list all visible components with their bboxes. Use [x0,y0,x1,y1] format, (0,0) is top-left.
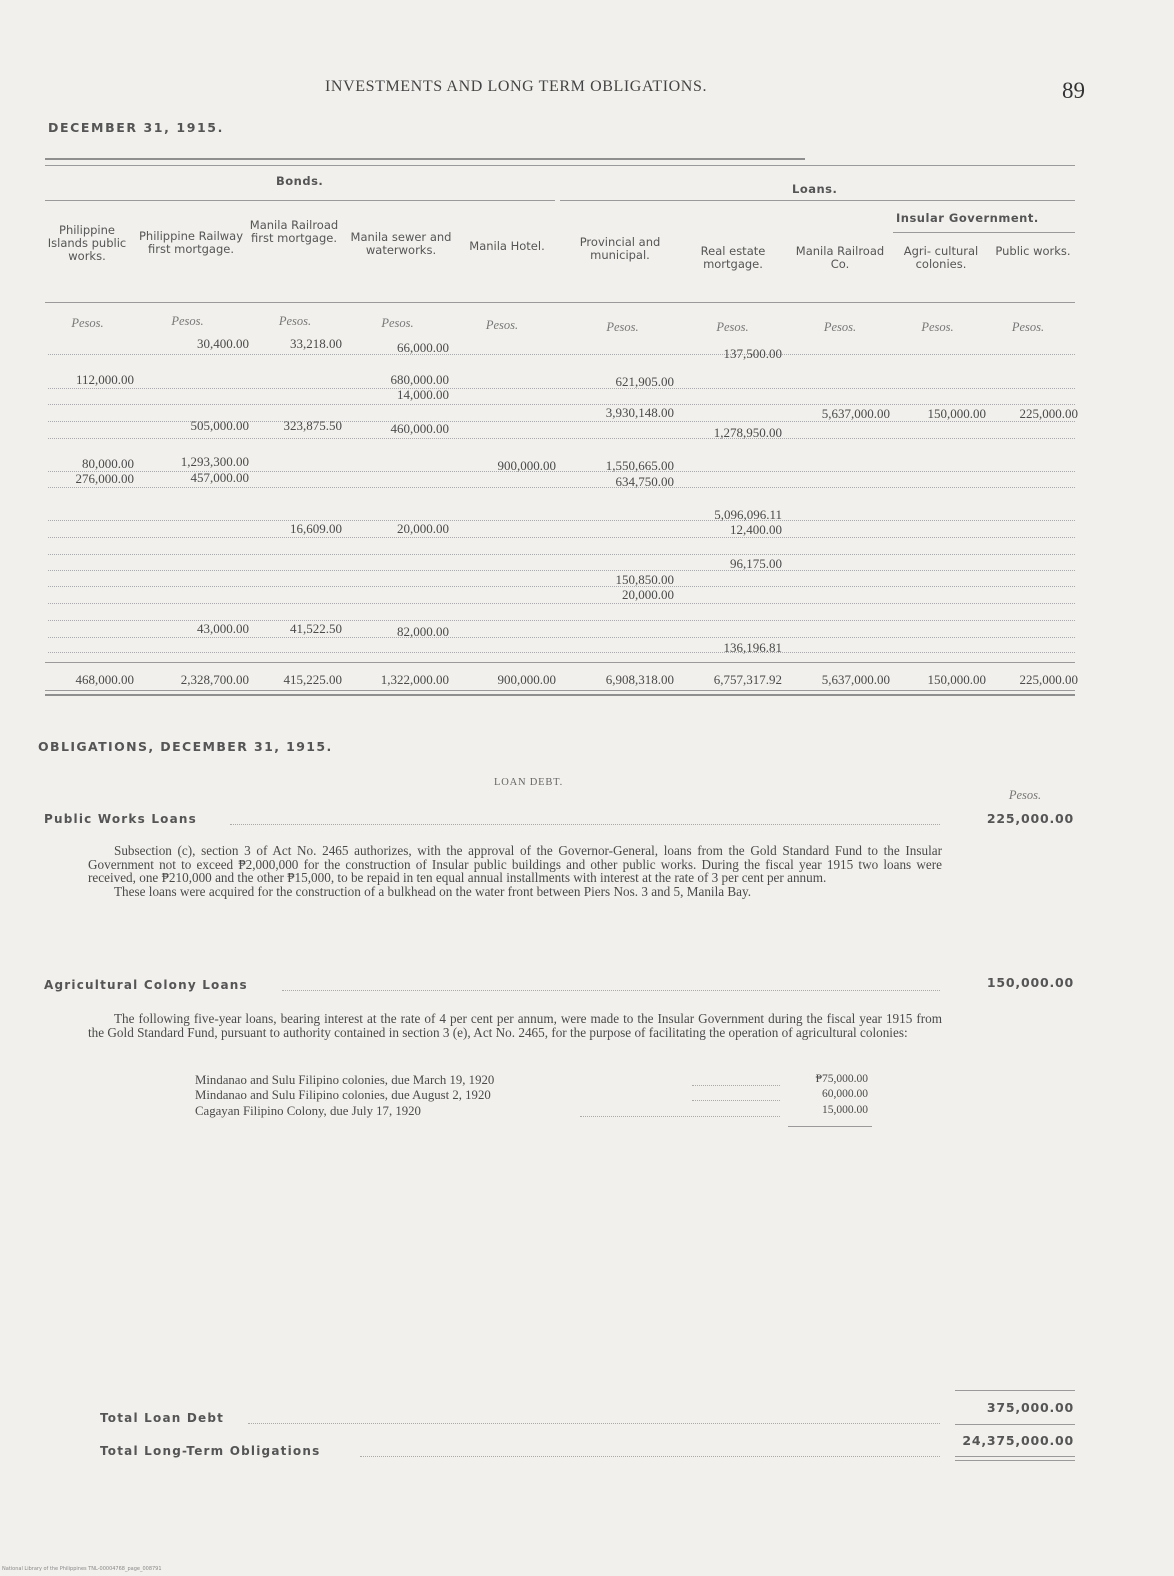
table-cell: 460,000.00 [390,421,449,436]
leader-row-6b [48,586,1075,587]
table-cell: 680,000.00 [390,372,449,387]
list-leader [692,1100,780,1101]
leader-row-7b [48,637,1075,638]
table-top-rule [45,158,805,160]
table-cell: 150,000.00 [927,406,986,421]
total-cell: 150,000.00 [927,672,986,687]
table-cell: 1,550,665.00 [605,458,674,473]
col-real-estate: Real estate mortgage. [700,244,766,271]
header-bottom-rule [45,302,1075,303]
unit-col-3: Pesos. [278,314,312,328]
public-works-para-2: These loans were acquired for the construction of a bulkhead on the water front between Piers Nos. 3 and 5, Manila Bay. [114,883,752,899]
table-cell: 150,850.00 [615,572,674,587]
total-cell: 6,908,318.00 [605,672,674,687]
list-item: Cagayan Filipino Colony, due July 17, 1920 [195,1104,421,1118]
list-sum-rule [788,1126,872,1127]
leader-row-5a [48,520,1075,521]
table-cell: 505,000.00 [190,418,249,433]
unit-col-6: Pesos. [606,320,639,334]
total-loan-debt-label: Total Loan Debt [100,1411,225,1425]
unit-col-9: Pesos. [921,320,954,334]
agricultural-colony-loans-label: Agricultural Colony Loans [44,978,248,992]
table-cell: 457,000.00 [190,470,249,485]
public-works-para-1: Subsection (c), section 3 of Act No. 2465 authorizes, with the approval of the Governor-General, loans from the Gold Standard Fund to the Insular Government not to exceed ₱2,000,000 for the construction of Insular public buildings and other public works. During the fiscal year 1915 two loans were received, one ₱210,000 and the other ₱15,000, to be repaid in ten equal annual installments with interest at the rate of 3 per cent per annum. [88,843,942,886]
table-cell: 82,000.00 [397,624,449,639]
col-manila-railroad-first: Manila Railroad first mortgage. [249,218,339,245]
running-head: INVESTMENTS AND LONG TERM OBLIGATIONS. [325,78,708,95]
total-long-term-leader [360,1456,940,1457]
table-cell: 276,000.00 [75,471,134,486]
leader-row-6c [48,603,1075,604]
unit-col-7: Pesos. [716,320,749,334]
total-bottom-rule-1 [955,1456,1075,1457]
total-cell: 415,225.00 [283,672,342,687]
list-item: Mindanao and Sulu Filipino colonies, due August 2, 1920 [195,1088,491,1102]
table-cell: 137,500.00 [723,346,782,361]
list-item-amount: ₱75,000.00 [815,1073,868,1085]
archive-footer: National Library of the Philippines TNL-00004768_page_008791 [2,1566,162,1572]
total-long-term-label: Total Long-Term Obligations [100,1444,321,1458]
unit-col-4: Pesos. [381,316,414,330]
insular-group-rule [893,232,1075,233]
table-cell: 20,000.00 [397,521,449,536]
total-top-rule [955,1390,1075,1391]
unit-col-5: Pesos. [485,318,519,332]
table-cell: 225,000.00 [1019,406,1078,421]
table-cell: 634,750.00 [615,474,674,489]
col-provincial-municipal: Provincial and municipal. [579,235,661,262]
table-cell: 41,522.50 [290,621,342,636]
public-works-loans-label: Public Works Loans [44,812,197,826]
table-cell: 33,218.00 [290,336,342,351]
total-loan-debt-amount: 375,000.00 [986,1400,1074,1415]
total-cell: 900,000.00 [497,672,556,687]
col-philippine-islands-public-works: Philippine Islands public works. [47,223,127,263]
leader-row-7c [48,652,1075,653]
unit-col-8: Pesos. [823,320,857,334]
agricultural-leader [282,990,940,991]
list-leader [580,1116,780,1117]
obligations-heading: OBLIGATIONS, DECEMBER 31, 1915. [38,739,333,754]
leader-row-6a [48,570,1075,571]
group-loans: Loans. [792,182,838,196]
col-manila-railroad-co: Manila Railroad Co. [795,244,885,271]
total-cell: 1,322,000.00 [380,672,449,687]
group-insular: Insular Government. [896,211,1039,225]
table-cell: 66,000.00 [397,340,449,355]
table-cell: 80,000.00 [82,456,134,471]
table-cell: 900,000.00 [497,458,556,473]
table-cell: 323,875.50 [283,418,342,433]
public-works-paragraph [88,844,942,898]
total-cell: 6,757,317.92 [713,672,782,687]
table-cell: 1,278,950.00 [713,425,782,440]
col-philippine-railway: Philippine Railway first mortgage. [138,229,244,256]
table-cell: 96,175.00 [730,556,782,571]
obligations-unit: Pesos. [1008,788,1042,802]
bonds-group-rule [45,200,555,201]
total-cell: 225,000.00 [1019,672,1078,687]
list-item-amount: 60,000.00 [822,1088,868,1100]
col-public-works: Public works. [995,244,1071,258]
table-cell: 14,000.00 [397,387,449,402]
table-cell: 5,637,000.00 [821,406,890,421]
agricultural-para: The following five-year loans, bearing interest at the rate of 4 per cent per annum, were made to the Insular Government during the fiscal year 1915 from the Gold Standard Fund, pursuant to authority contained in section 3 (e), Act No. 2465, for the purpose of facilitating the operation of agricultural colonies: [88,1011,942,1040]
col-manila-hotel: Manila Hotel. [469,239,545,253]
table-cell: 20,000.00 [622,587,674,602]
loans-group-rule [560,200,1075,201]
table-cell: 3,930,148.00 [605,405,674,420]
table-cell: 43,000.00 [197,621,249,636]
total-mid-rule [955,1424,1075,1425]
table-cell: 621,905.00 [615,374,674,389]
agricultural-amount: 150,000.00 [986,975,1074,990]
table-cell: 16,609.00 [290,521,342,536]
agricultural-paragraph [88,1012,942,1039]
list-leader [692,1085,780,1086]
unit-col-2: Pesos. [171,314,204,328]
total-loan-debt-leader [248,1423,940,1424]
total-bottom-rule-2 [955,1460,1075,1461]
leader-row-1 [48,354,1075,355]
public-works-leader [230,824,940,825]
leader-row-5c [48,554,1075,555]
loan-debt-subheading: LOAN DEBT. [494,777,564,788]
totals-top-rule [45,662,1075,663]
total-long-term-amount: 24,375,000.00 [962,1433,1074,1448]
leader-row-3b [48,438,1075,439]
table-date: DECEMBER 31, 1915. [48,120,224,135]
totals-bottom-rule-2 [45,694,1075,696]
col-manila-sewer: Manila sewer and waterworks. [350,230,452,257]
table-top-rule-2 [45,165,1075,166]
table-cell: 5,096,096.11 [714,507,782,522]
table-cell: 12,400.00 [730,522,782,537]
table-cell: 1,293,300.00 [180,454,249,469]
total-cell: 2,328,700.00 [180,672,249,687]
page-number: 89 [1062,78,1085,103]
leader-row-5b [48,537,1075,538]
totals-bottom-rule-1 [45,690,1075,691]
leader-row-2a [48,388,1075,389]
public-works-amount: 225,000.00 [986,811,1074,826]
unit-col-10: Pesos. [1011,320,1045,334]
table-cell: 136,196.81 [723,640,782,655]
leader-row-2b [48,404,1075,405]
total-cell: 468,000.00 [75,672,134,687]
col-agricultural-colonies: Agri- cultural colonies. [903,244,979,271]
total-cell: 5,637,000.00 [821,672,890,687]
list-item-amount: 15,000.00 [822,1104,868,1116]
list-item: Mindanao and Sulu Filipino colonies, due March 19, 1920 [195,1073,495,1087]
leader-row-4b [48,487,1075,488]
unit-col-1: Pesos. [71,316,104,330]
group-bonds: Bonds. [276,174,324,188]
table-cell: 30,400.00 [197,336,249,351]
table-cell: 112,000.00 [75,372,134,387]
